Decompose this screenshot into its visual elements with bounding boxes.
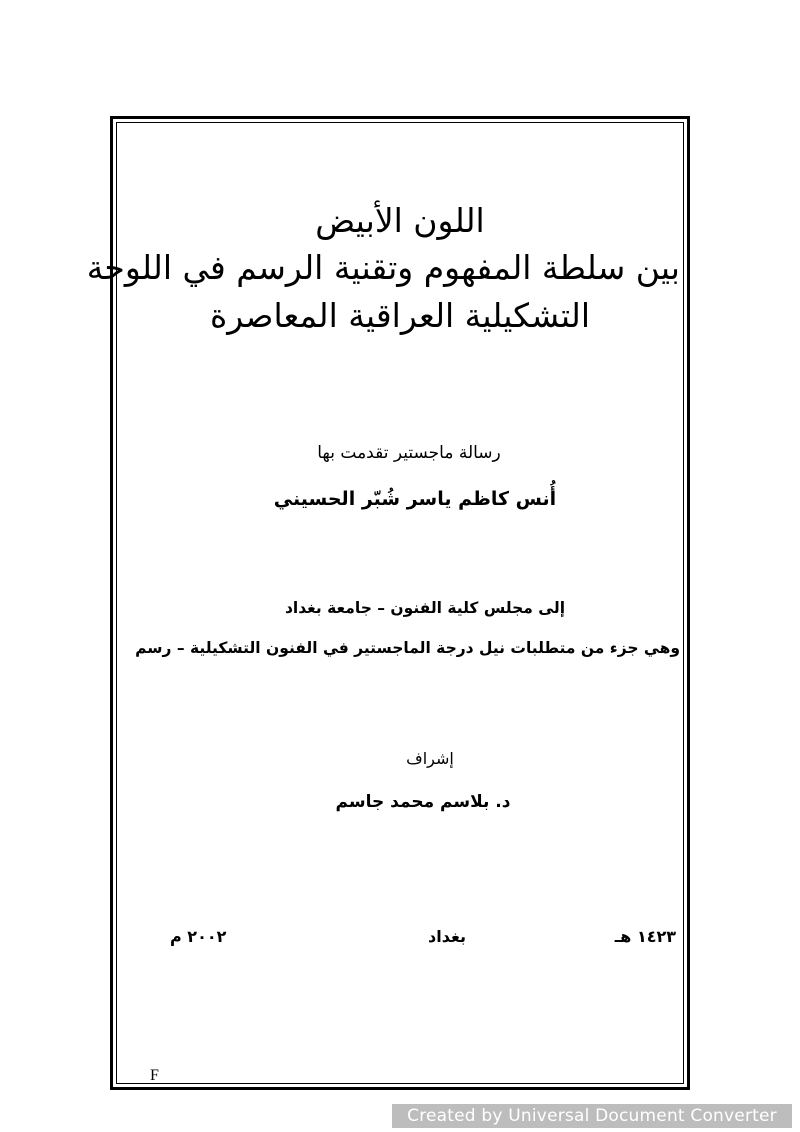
page-mark: F [150,1067,159,1084]
council-line: إلى مجلس كلية الفنون – جامعة بغداد [284,599,566,617]
thesis-intro: رسالة ماجستير تقدمت بها [317,443,501,463]
supervision-label: إشراف [406,749,454,768]
city-name: بغداد [428,927,466,946]
title-line-3: التشكيلية العراقية المعاصرة [209,296,591,335]
title-line-1: اللون الأبيض [315,201,485,240]
author-name: أُنس كاظم ياسر شُبّر الحسيني [273,488,557,510]
converter-watermark: Created by Universal Document Converter [392,1104,792,1128]
degree-requirement: وهي جزء من متطلبات نيل درجة الماجستير في الفنون التشكيلية – رسم [135,639,680,657]
gregorian-year: ٢٠٠٢ م [170,927,227,946]
hijri-year: ١٤٢٣ هـ [614,927,676,946]
supervisor-name: د. بلاسم محمد جاسم [335,792,511,812]
title-line-2: بين سلطة المفهوم وتقنية الرسم في اللوحة [86,248,680,287]
